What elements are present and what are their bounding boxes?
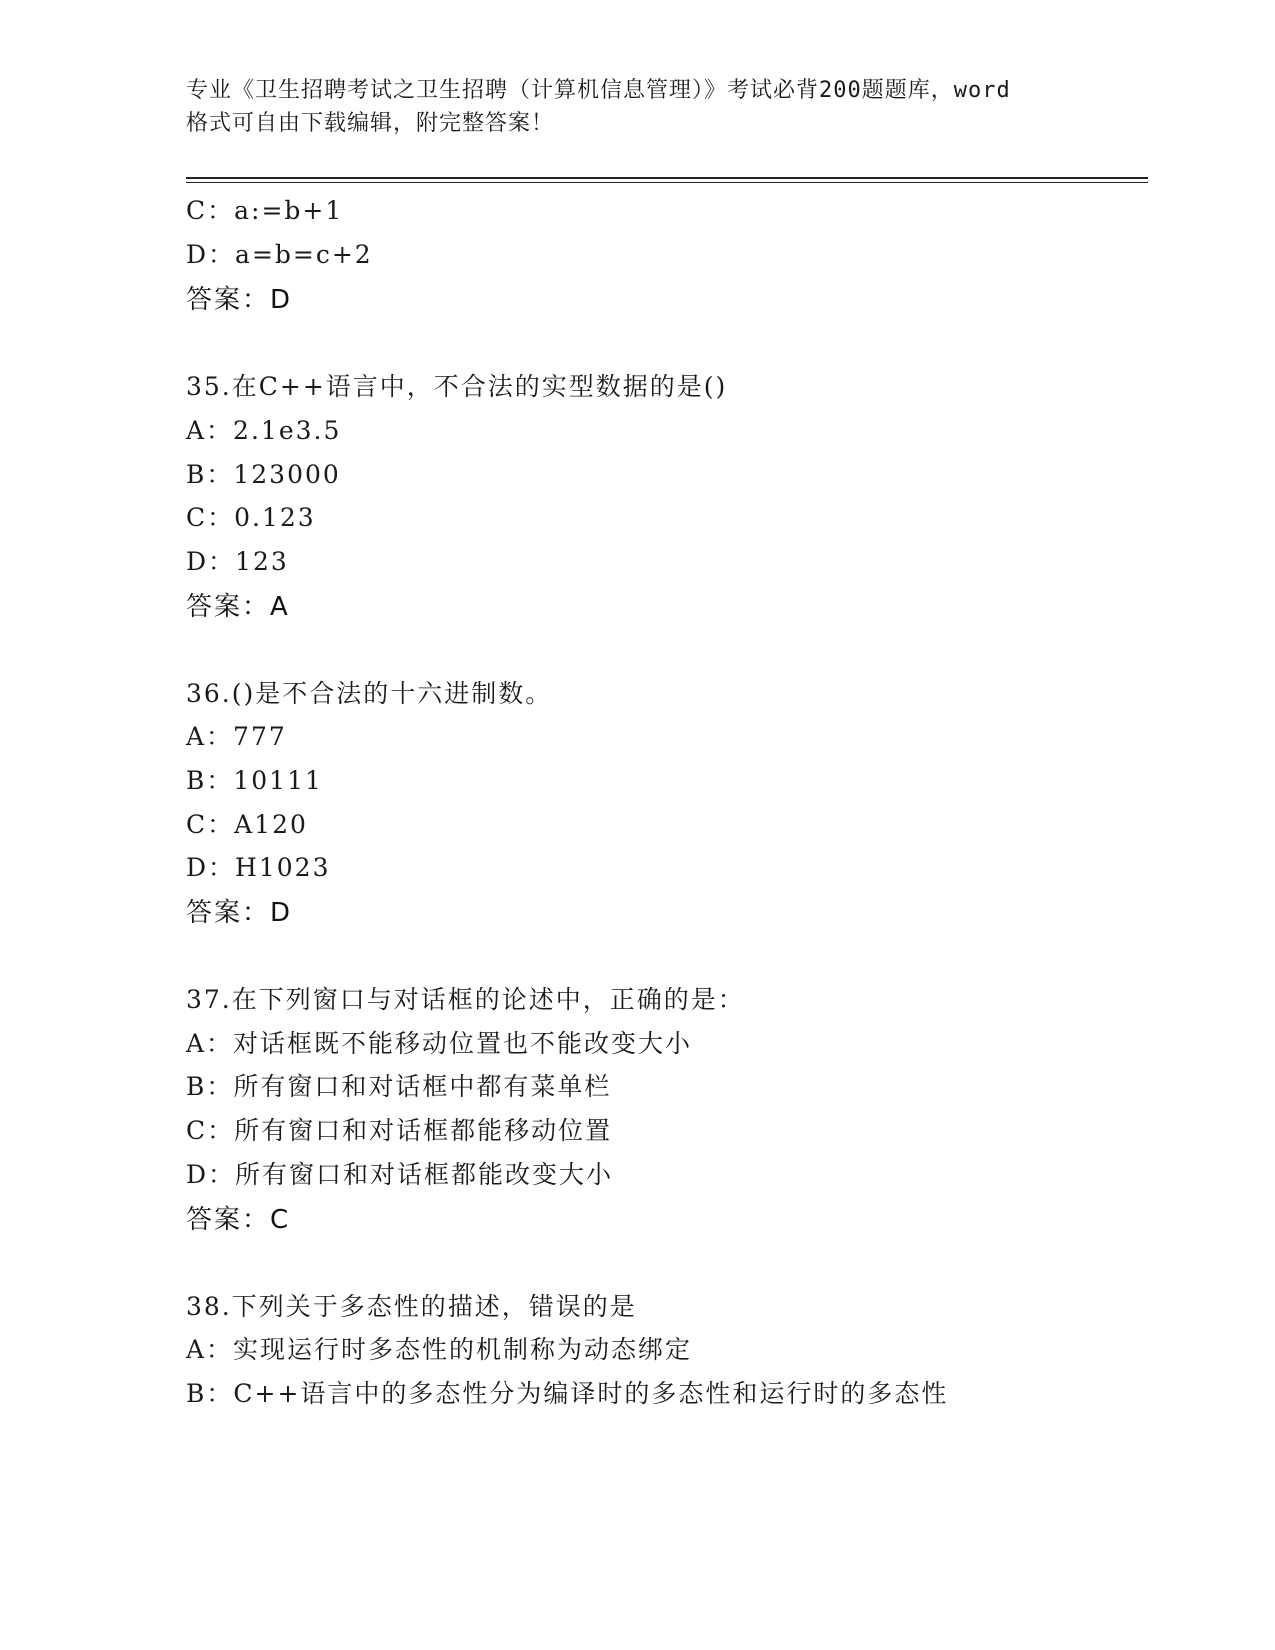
option-b: B：C++语言中的多态性分为编译时的多态性和运行时的多态性 <box>186 1379 949 1408</box>
question-36: 36.()是不合法的十六进制数。 <box>186 679 553 708</box>
option-c: C：A120 <box>186 810 308 839</box>
header-divider-thin <box>186 182 1148 183</box>
answer: 答案：C <box>186 1205 291 1235</box>
option-d: D：a=b=c+2 <box>186 240 373 269</box>
header-line-1: 专业《卫生招聘考试之卫生招聘（计算机信息管理）》考试必背200题题库，word <box>186 78 1011 103</box>
option-b: B：123000 <box>186 460 341 489</box>
option-d: D：所有窗口和对话框都能改变大小 <box>186 1160 614 1189</box>
document-header <box>186 74 1086 140</box>
option-d: D：H1023 <box>186 853 331 882</box>
option-c: C：所有窗口和对话框都能移动位置 <box>186 1116 613 1145</box>
option-b: B：10111 <box>186 766 323 795</box>
option-b: B：所有窗口和对话框中都有菜单栏 <box>186 1072 612 1101</box>
header-divider-thick <box>186 177 1148 179</box>
option-c: C：a:=b+1 <box>186 196 344 225</box>
option-d: D：123 <box>186 547 289 576</box>
question-38: 38.下列关于多态性的描述，错误的是 <box>186 1292 637 1321</box>
option-a: A：2.1e3.5 <box>186 416 342 445</box>
header-line-2: 格式可自由下载编辑，附完整答案！ <box>186 111 555 136</box>
option-a: A：777 <box>186 722 287 751</box>
answer: 答案：D <box>186 898 293 928</box>
answer: 答案：D <box>186 285 293 315</box>
option-c: C：0.123 <box>186 503 316 532</box>
question-37: 37.在下列窗口与对话框的论述中，正确的是： <box>186 985 745 1014</box>
option-a: A：对话框既不能移动位置也不能改变大小 <box>186 1029 693 1058</box>
option-a: A：实现运行时多态性的机制称为动态绑定 <box>186 1335 693 1364</box>
answer: 答案：A <box>186 592 290 622</box>
question-35: 35.在C++语言中，不合法的实型数据的是() <box>186 372 728 401</box>
